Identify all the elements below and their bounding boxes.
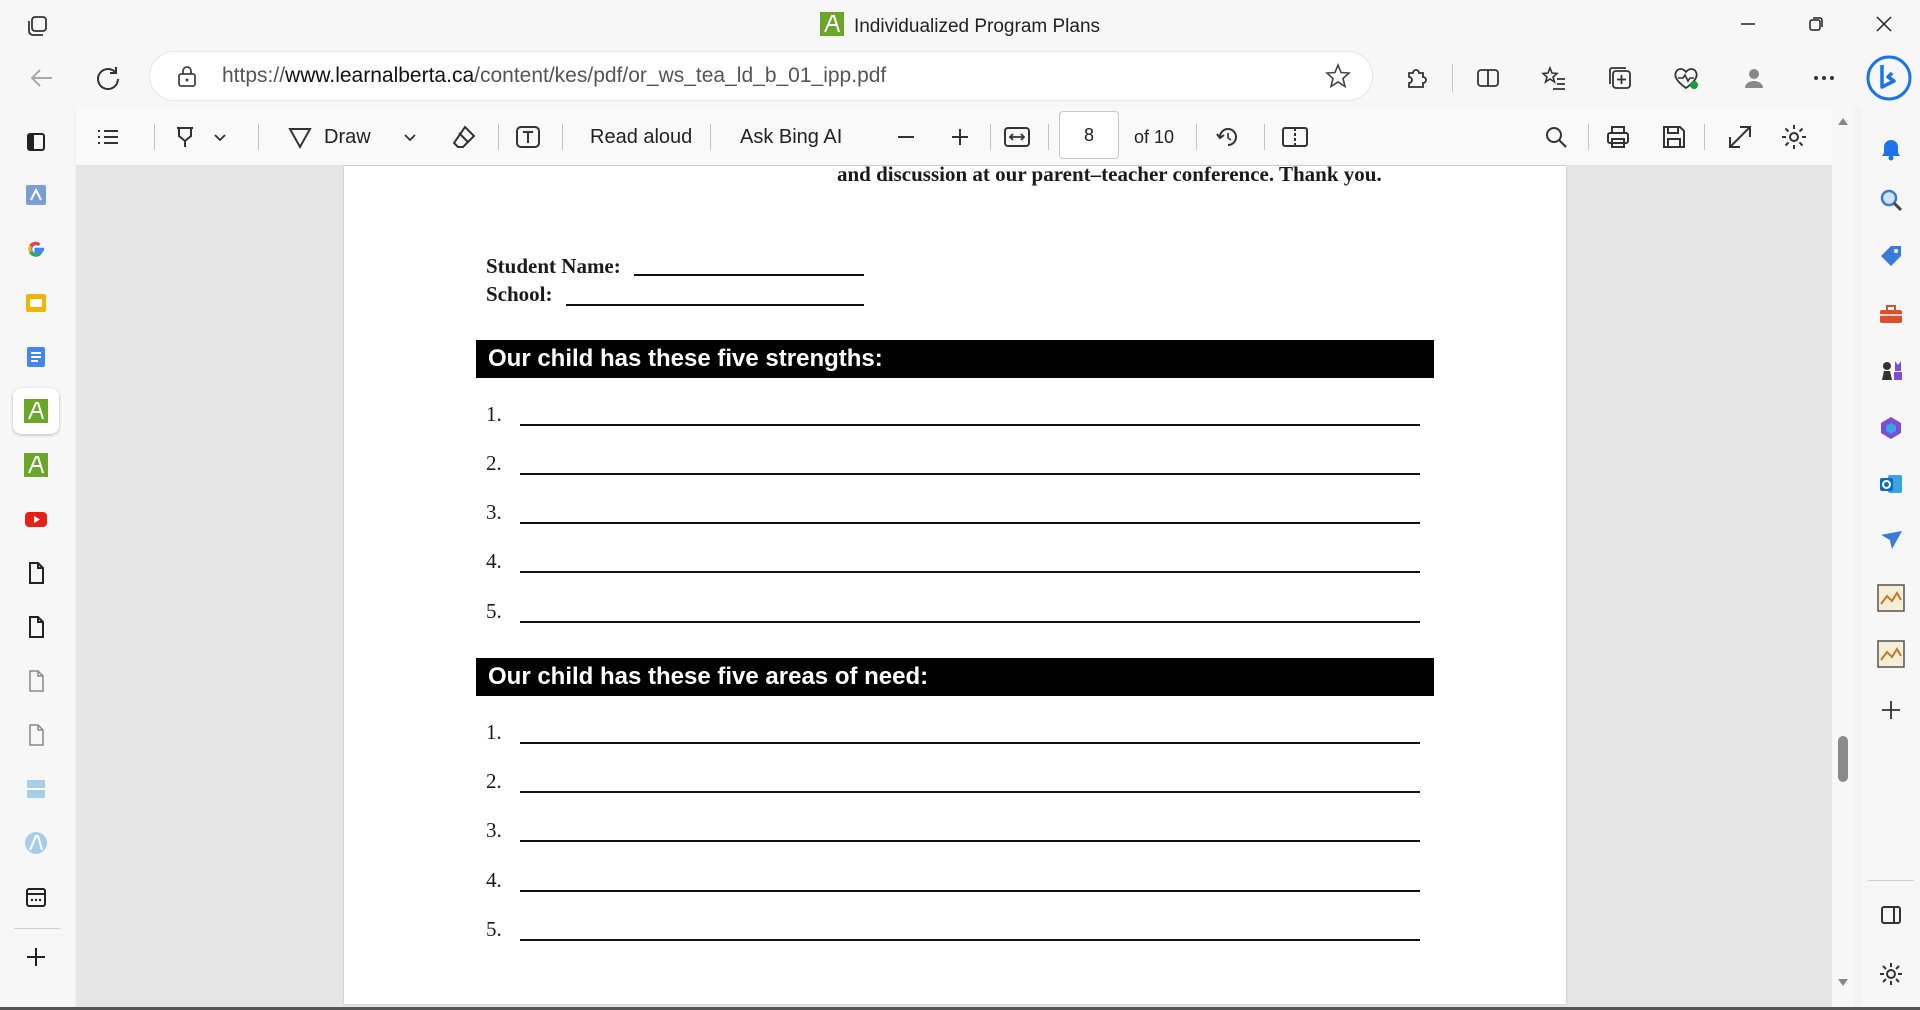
scroll-down-arrow-icon[interactable] <box>1837 978 1849 988</box>
strengths-heading: Our child has these five strengths: <box>476 340 1434 378</box>
drop-button[interactable] <box>1871 520 1911 560</box>
alberta-crest-icon <box>24 777 48 801</box>
eraser-icon <box>450 123 478 151</box>
paper-plane-icon <box>1878 527 1904 553</box>
pdf-viewer[interactable] <box>76 162 1832 1010</box>
zoom-in-button[interactable] <box>948 117 972 157</box>
need-answer-line[interactable] <box>520 840 1420 842</box>
url-prefix: https:// <box>222 64 286 87</box>
page-number-input[interactable] <box>1059 111 1119 159</box>
tab-panel-button[interactable] <box>13 119 59 165</box>
strength-number: 4. <box>486 549 502 573</box>
vertical-tabs-sidebar <box>0 108 74 1010</box>
toolbar-separator <box>498 124 499 150</box>
ask-bing-ai-label: Ask Bing AI <box>740 125 843 148</box>
contents-button[interactable] <box>94 117 122 157</box>
fit-to-width-button[interactable] <box>1002 117 1032 157</box>
toolbar-separator <box>258 124 259 150</box>
avatar-icon <box>1740 64 1768 92</box>
tab-item-alberta[interactable] <box>13 766 59 812</box>
student-name-field[interactable] <box>634 274 864 276</box>
tab-item-document-3[interactable] <box>13 658 59 704</box>
two-page-view-icon <box>1280 123 1310 151</box>
school-label: School: <box>486 282 553 306</box>
need-answer-line[interactable] <box>520 939 1420 941</box>
settings-menu-button[interactable] <box>1804 58 1844 98</box>
highlight-button[interactable] <box>172 117 198 157</box>
back-arrow-icon <box>28 64 56 92</box>
vertical-scrollbar[interactable] <box>1832 108 1854 1010</box>
needs-heading: Our child has these five areas of need: <box>476 658 1434 696</box>
calendar-icon <box>24 885 48 909</box>
table-of-contents-icon <box>94 123 122 151</box>
google-icon <box>24 237 48 261</box>
tab-panel-icon <box>24 130 48 154</box>
need-number: 3. <box>486 818 502 842</box>
split-screen-button[interactable] <box>1468 58 1508 98</box>
chevron-down-icon <box>402 129 418 145</box>
tab-item-1[interactable] <box>13 172 59 218</box>
address-bar[interactable] <box>150 52 1372 100</box>
hide-sidebar-button[interactable] <box>1871 895 1911 935</box>
add-text-button[interactable] <box>514 117 542 157</box>
search-sidebar-button[interactable] <box>1871 180 1911 220</box>
scroll-up-arrow-icon[interactable] <box>1837 116 1849 126</box>
intro-text: and discussion at our parent–teacher conference. Thank you. <box>837 162 1382 186</box>
highlight-dropdown[interactable] <box>212 117 228 157</box>
save-button[interactable] <box>1660 117 1688 157</box>
learnalberta-icon <box>24 399 48 423</box>
fullscreen-button[interactable] <box>1726 117 1754 157</box>
toolbar-separator <box>1264 124 1265 150</box>
google-docs-icon <box>24 345 48 369</box>
bing-logo-icon <box>1866 55 1912 101</box>
microsoft-365-icon <box>1878 415 1904 441</box>
zoom-out-button[interactable] <box>894 117 918 157</box>
tab-item-learnalberta-active[interactable] <box>13 388 59 434</box>
scrollbar-thumb[interactable] <box>1838 736 1848 782</box>
add-sidebar-app-button[interactable] <box>1871 690 1911 730</box>
gear-icon <box>1780 123 1808 151</box>
refresh-icon <box>94 64 122 92</box>
need-number: 1. <box>486 720 502 744</box>
printer-icon <box>1604 123 1632 151</box>
total-pages-text: of 10 <box>1134 126 1175 147</box>
rotate-icon <box>1214 123 1242 151</box>
minimize-icon <box>1740 16 1756 32</box>
read-aloud-button[interactable] <box>590 117 692 157</box>
extensions-button[interactable] <box>1396 58 1436 98</box>
tab-item-youtube[interactable] <box>13 496 59 542</box>
learnalberta-faded-icon <box>24 831 48 855</box>
tab-item-document-2[interactable] <box>13 604 59 650</box>
strength-number: 5. <box>486 599 502 623</box>
site-favicon-icon <box>24 183 48 207</box>
search-icon <box>1878 187 1904 213</box>
draw-button[interactable] <box>286 117 371 157</box>
close-button[interactable] <box>1856 6 1912 42</box>
document-icon <box>24 723 48 747</box>
sidebar-app-image-2[interactable] <box>1871 634 1911 674</box>
save-icon <box>1660 123 1688 151</box>
toolbar-separator <box>1588 124 1589 150</box>
find-button[interactable] <box>1542 117 1570 157</box>
highlighter-icon <box>172 123 198 151</box>
search-icon <box>1542 123 1570 151</box>
need-number: 4. <box>486 868 502 892</box>
notifications-button[interactable] <box>1871 128 1911 168</box>
heart-pulse-icon <box>1672 64 1700 92</box>
page-view-button[interactable] <box>1280 117 1310 157</box>
school-field[interactable] <box>566 304 864 306</box>
toolbox-icon <box>1878 301 1904 327</box>
window-title-text: Individualized Program Plans <box>853 16 1101 37</box>
refresh-button[interactable] <box>88 58 128 98</box>
url-host: www.learnalberta.ca <box>285 64 475 87</box>
text-box-icon <box>514 123 542 151</box>
browser-essentials-button[interactable] <box>1666 58 1706 98</box>
need-number: 2. <box>486 769 502 793</box>
sidebar-app-image-1[interactable] <box>1871 578 1911 618</box>
tab-item-learnalberta-faded[interactable] <box>13 820 59 866</box>
toolbar-separator <box>1704 124 1705 150</box>
pen-icon <box>286 123 314 151</box>
draw-dropdown[interactable] <box>402 117 418 157</box>
toolbar-separator <box>154 124 155 150</box>
image-thumbnail-icon <box>1877 640 1905 668</box>
tab-item-document-4[interactable] <box>13 712 59 758</box>
plus-icon <box>1879 698 1903 722</box>
tab-item-docs[interactable] <box>13 334 59 380</box>
window-title <box>0 12 1920 42</box>
toolbar-separator <box>710 124 711 150</box>
need-answer-line[interactable] <box>520 890 1420 892</box>
tools-button[interactable] <box>1871 294 1911 334</box>
plus-icon <box>948 125 972 149</box>
expand-icon <box>1726 123 1754 151</box>
tab-item-calendar[interactable] <box>13 874 59 920</box>
more-dots-icon <box>1810 64 1838 92</box>
collections-icon <box>1606 64 1634 92</box>
split-screen-icon <box>1475 65 1501 91</box>
url-path: /content/kes/pdf/or_ws_tea_ld_b_01_ipp.pdf <box>474 64 887 87</box>
google-slides-icon <box>24 291 48 315</box>
shopping-tag-icon <box>1878 243 1904 269</box>
strength-answer-line[interactable] <box>520 424 1420 426</box>
toolbar-separator <box>990 124 991 150</box>
puzzle-icon <box>1403 65 1429 91</box>
back-button[interactable] <box>22 58 62 98</box>
edge-sidebar <box>1862 108 1920 1010</box>
strength-answer-line[interactable] <box>520 621 1420 623</box>
print-button[interactable] <box>1604 117 1632 157</box>
need-answer-line[interactable] <box>520 791 1420 793</box>
pdf-toolbar <box>76 108 1832 166</box>
strength-answer-line[interactable] <box>520 473 1420 475</box>
draw-label: Draw <box>324 125 371 148</box>
strength-number: 1. <box>486 402 502 426</box>
learnalberta-icon <box>24 453 48 477</box>
document-icon <box>24 561 48 585</box>
strength-number: 3. <box>486 500 502 524</box>
bing-copilot-button[interactable] <box>1861 50 1917 106</box>
fit-width-icon <box>1002 123 1032 151</box>
read-aloud-label: Read aloud <box>590 125 693 148</box>
favorites-list-icon <box>1540 64 1568 92</box>
need-number: 5. <box>486 917 502 941</box>
restore-icon <box>1808 16 1824 32</box>
student-name-label: Student Name: <box>486 254 621 278</box>
toolbar-separator <box>562 124 563 150</box>
games-button[interactable] <box>1871 350 1911 390</box>
sidebar-settings-button[interactable] <box>1871 954 1911 994</box>
microsoft-365-button[interactable] <box>1871 408 1911 448</box>
tab-item-learnalberta[interactable] <box>13 442 59 488</box>
gear-icon <box>1878 961 1904 987</box>
rotate-button[interactable] <box>1214 117 1242 157</box>
url-text[interactable] <box>222 64 886 88</box>
pdf-settings-button[interactable] <box>1780 117 1808 157</box>
image-thumbnail-icon <box>1877 584 1905 612</box>
document-icon <box>24 615 48 639</box>
sidebar-divider <box>1868 880 1914 881</box>
plus-icon <box>24 945 48 969</box>
outlook-button[interactable] <box>1871 464 1911 504</box>
restore-button[interactable] <box>1788 6 1844 42</box>
chevron-down-icon <box>212 129 228 145</box>
document-icon <box>24 669 48 693</box>
youtube-icon <box>24 507 48 531</box>
strength-answer-line[interactable] <box>520 571 1420 573</box>
favorites-button[interactable] <box>1534 58 1574 98</box>
learnalberta-favicon-icon <box>820 12 844 42</box>
bell-icon <box>1878 135 1904 161</box>
erase-button[interactable] <box>450 117 478 157</box>
toolbar-separator <box>1048 124 1049 150</box>
favorite-star-icon[interactable] <box>1324 62 1352 95</box>
pdf-page <box>344 162 1566 1004</box>
collections-button[interactable] <box>1600 58 1640 98</box>
strength-number: 2. <box>486 451 502 475</box>
minimize-button[interactable] <box>1720 6 1776 42</box>
tab-item-document-1[interactable] <box>13 550 59 596</box>
lock-icon[interactable] <box>176 64 198 93</box>
ask-bing-ai-button[interactable] <box>740 117 842 157</box>
sidebar-divider <box>14 928 60 929</box>
strength-answer-line[interactable] <box>520 522 1420 524</box>
total-pages-label <box>1134 117 1174 157</box>
tab-item-slides[interactable] <box>13 280 59 326</box>
need-answer-line[interactable] <box>520 742 1420 744</box>
close-icon <box>1876 16 1892 32</box>
navigation-bar <box>0 48 1920 108</box>
shopping-button[interactable] <box>1871 236 1911 276</box>
minus-icon <box>894 125 918 149</box>
toolbar-divider <box>1452 64 1453 92</box>
title-bar <box>0 0 1920 48</box>
toolbar-separator <box>1196 124 1197 150</box>
chess-pieces-icon <box>1878 357 1904 383</box>
sidebar-panel-icon <box>1879 903 1903 927</box>
tab-item-google[interactable] <box>13 226 59 272</box>
outlook-icon <box>1878 471 1904 497</box>
profile-button[interactable] <box>1734 58 1774 98</box>
current-page-value: 8 <box>1083 124 1094 145</box>
new-tab-button[interactable] <box>13 934 59 980</box>
